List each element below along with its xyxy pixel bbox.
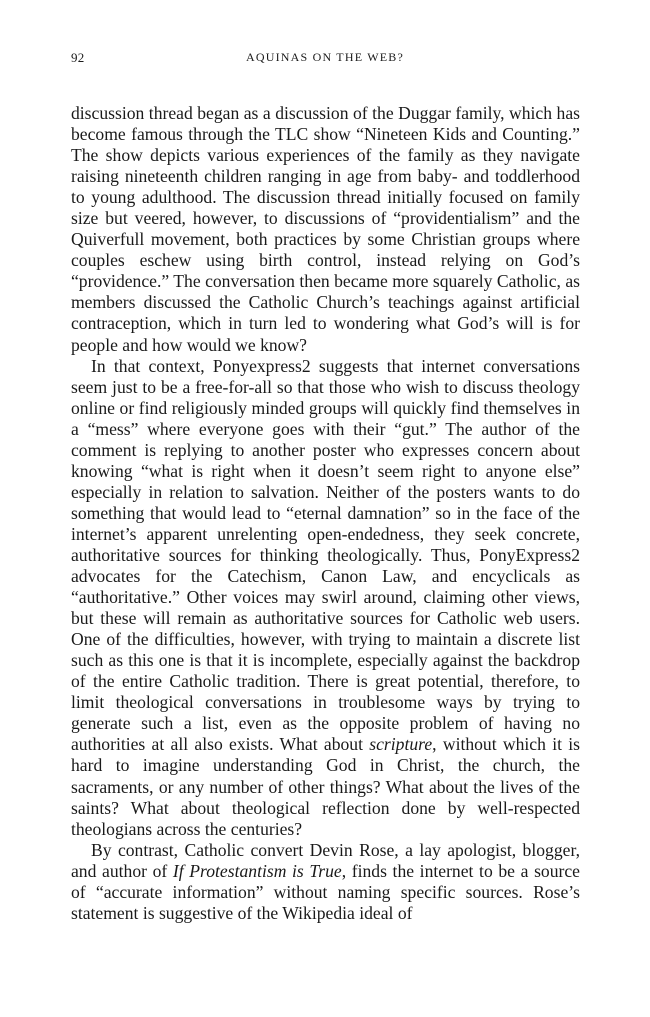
paragraph-3-text-b: , finds the internet to be a source of “accurate information” without naming specific sources. Rose’s statement is suggestive of the Wikipedia ideal of — [71, 860, 580, 923]
body-text — [71, 103, 580, 924]
paragraph-2 — [71, 356, 580, 840]
paragraph-3-text-a: By contrast, Catholic convert Devin Rose, a lay apologist, blogger, and author of — [71, 839, 580, 881]
paragraph-2-text-b: , without which it is hard to imagine understanding God in Christ, the church, the sacraments, or any number of other things? What about the lives of the saints? What about theological reflection done by well-respected theologians across the centuries? — [71, 734, 581, 839]
paragraph-1-text: discussion thread began as a discussion of the Duggar family, which has become famous through the TLC show “Nineteen Kids and Counting.” The show depicts various experiences of the family as they navigate raising nineteenth children ranging in age from baby- and toddlerhood to young adulthood. The discussion thread initially focused on family size but veered, however, to discussions of “providentialism” and the Quiverfull movement, both practices by some Christian groups where couples eschew using birth control, instead relying on God’s “providence.” The conversation then became more squarely Catholic, as members discussed the Catholic Church’s teachings against artificial contraception, which in turn led to wondering what God’s will is for people and how would we know? — [71, 103, 580, 355]
paragraph-2-italic: scripture — [369, 734, 433, 755]
paragraph-1 — [71, 103, 580, 356]
paragraph-2-text-a: In that context, Ponyexpress2 suggests that internet conversations seem just to be a free-for-all so that those who wish to discuss theology online or find religiously minded groups will quickly find themselves in a “mess” where everyone goes with their “gut.” The author of the comment is replying to another poster who expresses concern about knowing “what is right when it doesn’t seem right to anyone else” especially in relation to salvation. Neither of the posters wants to do something that would lead to “eternal damnation” so in the face of the internet’s apparent unrelenting open-endedness, they seek concrete, authoritative sources for thinking theologically. Thus, PonyExpress2 advocates for the Catechism, Canon Law, and encyclicals as “authoritative.” Other voices may swirl around, claiming other views, but these will remain as authoritative sources for Catholic web users. One of the difficulties, however, with trying to maintain a discrete list such as this one is that it is incomplete, especially against the backdrop of the entire Catholic tradition. There is great potential, therefore, to limit theological conversations in troublesome ways by trying to generate such a list, even as the opposite problem of having no authorities at all also exists. What about — [71, 355, 580, 755]
page-header — [71, 50, 579, 70]
running-head: AQUINAS ON THE WEB? — [245, 50, 404, 64]
page-number: 92 — [71, 50, 85, 65]
paragraph-3 — [71, 840, 580, 924]
book-title: If Protestantism is True — [172, 860, 342, 881]
